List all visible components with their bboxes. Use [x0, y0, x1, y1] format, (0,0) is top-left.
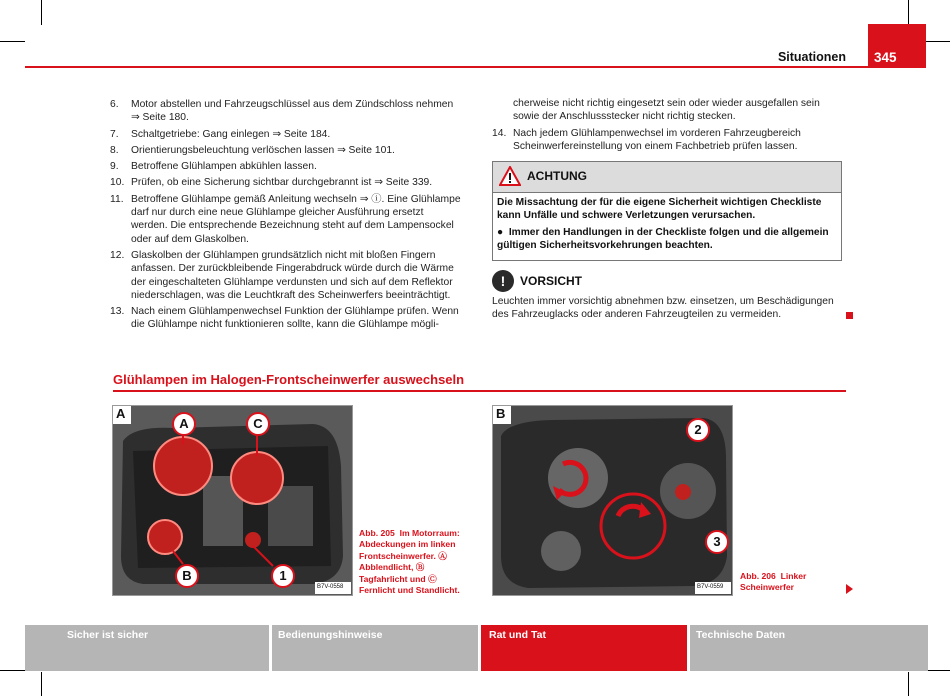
page-number-badge: [868, 24, 926, 67]
figure-a-label: A: [116, 406, 126, 421]
warning-body: [493, 193, 841, 260]
marker-1: 1: [271, 564, 295, 588]
figure-b-label: B: [496, 406, 506, 421]
caution-title: VORSICHT: [520, 274, 583, 289]
list-item: 6. Motor abstellen und Fahrzeugschlüssel aus dem Zündschloss nehmen ⇒ Seite 180.: [110, 99, 454, 124]
list-item: 7. Schaltgetriebe: Gang einlegen ⇒ Seite 184.: [110, 128, 331, 140]
tab-technische-daten[interactable]: Technische Daten: [690, 625, 928, 671]
heading-rule: [113, 390, 846, 392]
figure-b-code: B7V-0559: [697, 584, 724, 590]
steps-list: [110, 98, 462, 332]
list-item-continuation: cherweise nicht richtig eingesetzt sein oder wieder ausgefallen sein sowie der Anschlussstecker nicht richtig stecken.: [513, 98, 820, 123]
crop-mark: [0, 670, 25, 671]
caution-header: [492, 269, 844, 295]
warning-triangle-icon: [499, 166, 521, 190]
tab-bedienungshinweise[interactable]: Bedienungshinweise: [272, 625, 478, 671]
warning-bullet-item: ● Immer den Handlungen in der Checkliste folgen und die allgemein gültigen Sicherheitsvorkehrungen beachten.: [497, 227, 829, 252]
crop-mark: [41, 672, 42, 696]
crop-mark: [925, 670, 950, 671]
crop-mark: [925, 41, 950, 42]
list-item: 13. Nach einem Glühlampenwechsel Funktion der Glühlampe prüfen. Wenn die Glühlampe nicht funktionieren sollte, kann die Glühlampe mögli-: [110, 306, 459, 331]
figure-a-number: Abb. 205: [359, 528, 395, 538]
marker-b: B: [175, 564, 199, 588]
header-rule: [25, 66, 926, 68]
figure-b-caption: Abb. 206 Linker Scheinwerfer: [740, 571, 807, 593]
running-header-section: Situationen: [777, 50, 846, 64]
steps-list-continued: [492, 127, 844, 154]
bullet: ●: [497, 227, 504, 239]
marker-2: 2: [686, 418, 710, 442]
crop-mark: [908, 0, 909, 25]
warning-title: ACHTUNG: [527, 169, 587, 184]
left-column: [110, 98, 462, 335]
continue-arrow-icon: [846, 584, 853, 594]
section-end-mark: [846, 312, 853, 319]
crop-mark: [41, 0, 42, 25]
page-number: 345: [874, 50, 897, 65]
list-item: 11. Betroffene Glühlampe gemäß Anleitung wechseln ⇒ ⓘ. Eine Glühlampe darf nur durch eine neue Glühlampe gleicher Ausführung ersetzt werden. Die entsprechende Bezeichnung steht auf dem Lampensockel oder auf dem Glaskolben.: [110, 193, 461, 245]
marker-c: C: [246, 412, 270, 436]
warning-header: [493, 162, 841, 193]
list-item: 8. Orientierungsbeleuchtung verlöschen lassen ⇒ Seite 101.: [110, 144, 395, 156]
footer-tabs: [25, 625, 928, 671]
figure-a-caption: Abb. 205 Im Motorraum: Abdeckungen im linken Frontscheinwerfer. Ⓐ Abblendlicht, Ⓑ Tagfahrlicht und Ⓒ Fernlicht und Standlicht.: [359, 528, 460, 596]
caution-text: Leuchten immer vorsichtig abnehmen bzw. einsetzen, um Beschädigungen des Fahrzeuglacks oder anderen Fahrzeugteilen zu vermeiden.: [492, 296, 834, 321]
list-item: 14. Nach jedem Glühlampenwechsel im vorderen Fahrzeugbereich Scheinwerfereinstellung von einem Fachbetrieb prüfen lassen.: [492, 127, 801, 152]
list-item: 12. Glaskolben der Glühlampen grundsätzlich nicht mit bloßen Fingern anfassen. Der zurückbleibende Fingerabdruck würde durch die Wärme der eingeschalteten Glühlampe verdunsten und sich auf dem Reflektor niederschlagen, was die Leuchtkraft des Scheinwerfers beeinträchtigt.: [110, 249, 454, 301]
marker-3: 3: [705, 530, 729, 554]
crop-mark: [908, 672, 909, 696]
marker-a: A: [172, 412, 196, 436]
right-column: [492, 97, 844, 322]
figure-b-headlight-rear: [492, 405, 733, 596]
figure-b-number: Abb. 206: [740, 571, 776, 581]
tab-rat-und-tat[interactable]: Rat und Tat: [481, 625, 687, 671]
crop-mark: [0, 41, 25, 42]
section-heading: Glühlampen im Halogen-Frontscheinwerfer auswechseln: [113, 372, 465, 387]
figure-a-code: B7V-0558: [317, 584, 344, 590]
warning-box: [492, 161, 842, 261]
caution-icon: !: [492, 270, 514, 292]
figure-a-headlight-engine-bay: [112, 405, 353, 596]
warning-text: Die Missachtung der für die eigene Sicherheit wichtigen Checkliste kann Unfälle und schwere Verletzungen verursachen.: [497, 197, 822, 222]
list-item: 10. Prüfen, ob eine Sicherung sichtbar durchgebrannt ist ⇒ Seite 339.: [110, 177, 433, 189]
tab-sicher-ist-sicher[interactable]: Sicher ist sicher: [25, 625, 269, 671]
list-item: 9. Betroffene Glühlampen abkühlen lassen.: [110, 161, 317, 173]
